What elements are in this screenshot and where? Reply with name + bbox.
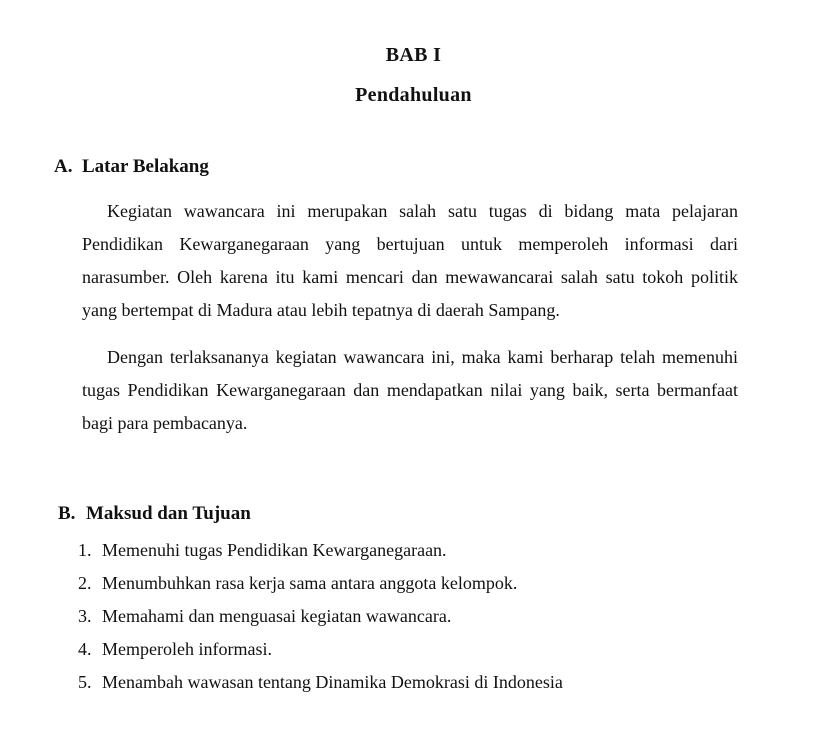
list-item — [78, 666, 563, 699]
list-text: Memperoleh informasi. — [102, 639, 272, 659]
chapter-number: BAB I — [385, 44, 442, 66]
section-letter: A. — [54, 156, 73, 177]
chapter-title: Pendahuluan — [355, 84, 472, 106]
list-text: Menambah wawasan tentang Dinamika Demokrasi di Indonesia — [102, 672, 563, 692]
list-number: 1. — [78, 540, 92, 560]
list-number: 3. — [78, 606, 92, 626]
list-number: 2. — [78, 573, 92, 593]
section-heading-latar-belakang — [54, 156, 209, 178]
list-text: Memahami dan menguasai kegiatan wawancara. — [102, 606, 452, 626]
objectives-list — [78, 534, 563, 699]
list-item — [78, 633, 563, 666]
list-number: 4. — [78, 639, 92, 659]
paragraph: Kegiatan wawancara ini merupakan salah satu tugas di bidang mata pelajaran Pendidikan Kewarganegaraan yang bertujuan untuk memperoleh informasi dari narasumber. Oleh karena itu kami mencari dan mewawancarai salah satu tokoh politik yang bertempat di Madura atau lebih tepatnya di daerah Sampang. — [82, 201, 738, 320]
section-letter: B. — [58, 503, 76, 524]
list-text: Menumbuhkan rasa kerja sama antara anggota kelompok. — [102, 573, 518, 593]
list-number: 5. — [78, 672, 92, 692]
list-text: Memenuhi tugas Pendidikan Kewarganegaraan. — [102, 540, 447, 560]
section-heading-maksud-tujuan — [58, 503, 251, 525]
section-title: Latar Belakang — [82, 156, 209, 177]
paragraph: Dengan terlaksananya kegiatan wawancara ini, maka kami berharap telah memenuhi tugas Pendidikan Kewarganegaraan dan mendapatkan nilai yang baik, serta bermanfaat bagi para pembacanya. — [82, 347, 738, 433]
list-item — [78, 600, 563, 633]
section-title: Maksud dan Tujuan — [86, 503, 251, 524]
list-item — [78, 567, 563, 600]
list-item — [78, 534, 563, 567]
